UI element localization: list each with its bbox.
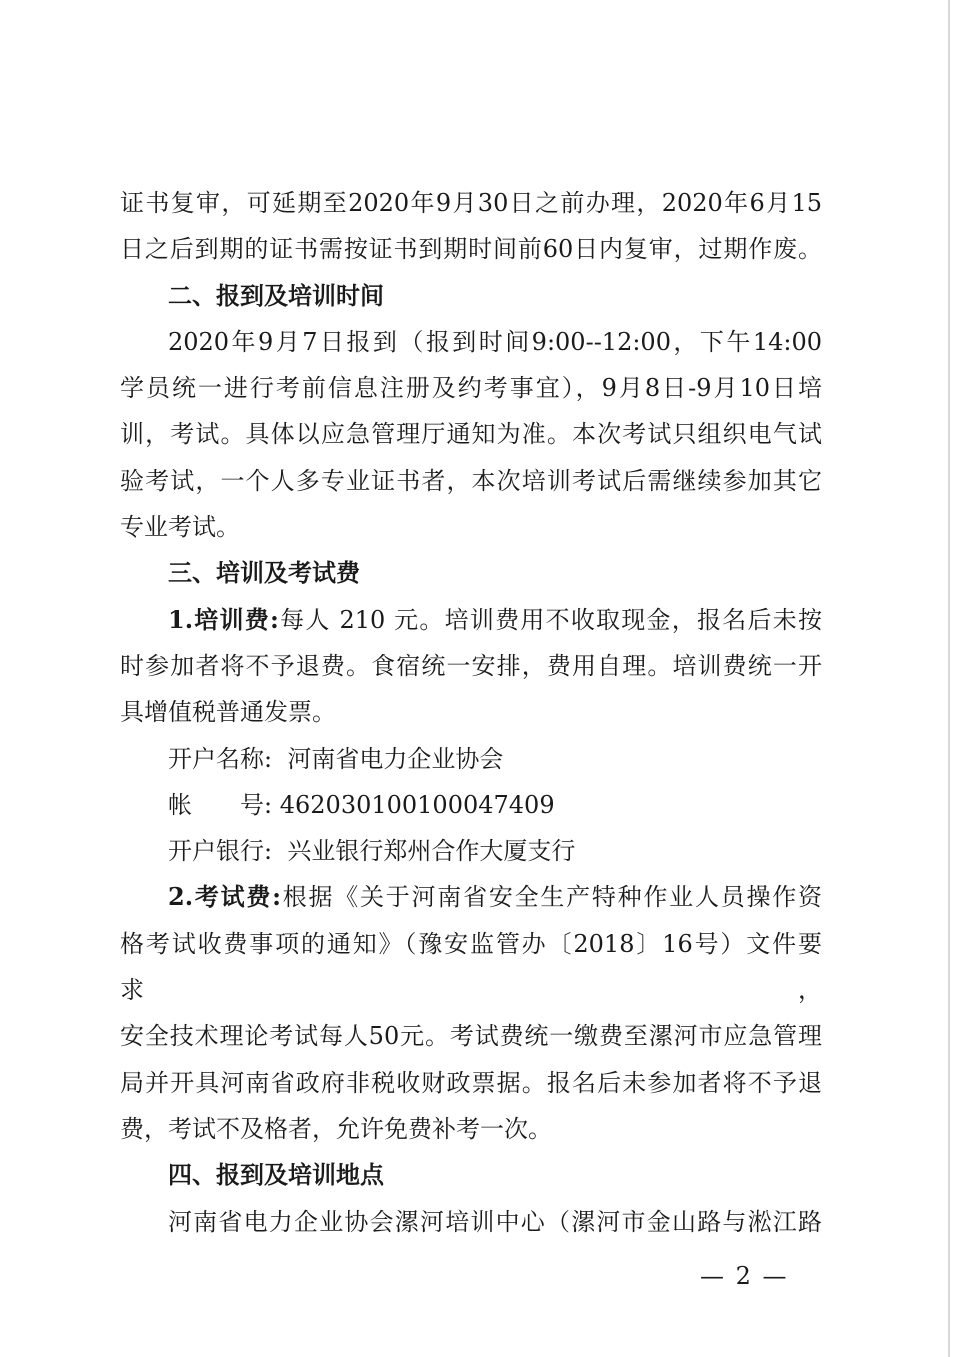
cert-line-2: 日之后到期的证书需按证书到期时间前60日内复审，过期作废。	[120, 235, 822, 264]
section-3-heading: 三、培训及考试费	[168, 559, 360, 588]
training-fee-line-3: 具增值税普通发票。	[120, 698, 336, 727]
training-fee-line-2: 时参加者将不予退费。食宿统一安排，费用自理。培训费统一开	[120, 651, 822, 680]
bank-account-name-label: 开户名称:	[168, 744, 273, 773]
bank-account-name-value: 河南省电力企业协会	[287, 744, 504, 773]
exam-fee-line-1-text: 根据《关于河南省安全生产特种作业人员操作资	[280, 883, 822, 912]
bank-account-name-row	[120, 736, 822, 782]
bank-account-number-row	[120, 782, 822, 828]
section-4-line-1: 河南省电力企业协会漯河培训中心（漯河市金山路与淞江路	[168, 1207, 822, 1236]
training-fee-label: 1.培训费:	[168, 604, 279, 634]
bank-name-label: 开户银行:	[168, 837, 273, 866]
bank-account-number-value: 462030100100047409	[279, 790, 555, 819]
exam-fee-line-5: 费，考试不及格者，允许免费补考一次。	[120, 1114, 552, 1143]
exam-fee-line-1	[120, 874, 822, 920]
section-2-line-2: 学员统一进行考前信息注册及约考事宜），9月8日-9月10日培	[120, 374, 822, 403]
section-2-line-5: 专业考试。	[120, 513, 240, 542]
bank-name-value: 兴业银行郑州合作大厦支行	[287, 837, 576, 866]
exam-fee-label: 2.考试费:	[168, 882, 281, 912]
bank-account-number-label: 帐 号:	[168, 790, 273, 819]
exam-fee-line-3: 安全技术理论考试每人50元。考试费统一缴费至漯河市应急管理	[120, 1022, 822, 1051]
page-number: — 2 —	[700, 1262, 789, 1290]
section-2-line-1: 2020年9月7日报到（报到时间9:00--12:00，下午14:00	[168, 327, 822, 356]
exam-fee-line-2: 格考试收费事项的通知》（豫安监管办〔2018〕16号）文件要求，	[120, 929, 822, 1005]
section-4-heading: 四、报到及培训地点	[168, 1161, 384, 1190]
section-2-line-4: 验考试，一个人多专业证书者，本次培训考试后需继续参加其它	[120, 466, 822, 495]
scan-edge-line	[948, 0, 950, 1357]
exam-fee-line-4: 局并开具河南省政府非税收财政票据。报名后未参加者将不予退	[120, 1068, 822, 1097]
training-fee-line-1	[120, 597, 822, 643]
training-fee-line-1-text: 每人 210 元。培训费用不收取现金，报名后未按	[278, 605, 822, 634]
section-2-line-3: 训，考试。具体以应急管理厅通知为准。本次考试只组织电气试	[120, 420, 822, 449]
section-2-heading: 二、报到及培训时间	[168, 281, 384, 310]
cert-line-1: 证书复审，可延期至2020年9月30日之前办理，2020年6月15	[120, 189, 822, 217]
bank-name-row	[120, 828, 822, 874]
document-body	[120, 180, 822, 1245]
